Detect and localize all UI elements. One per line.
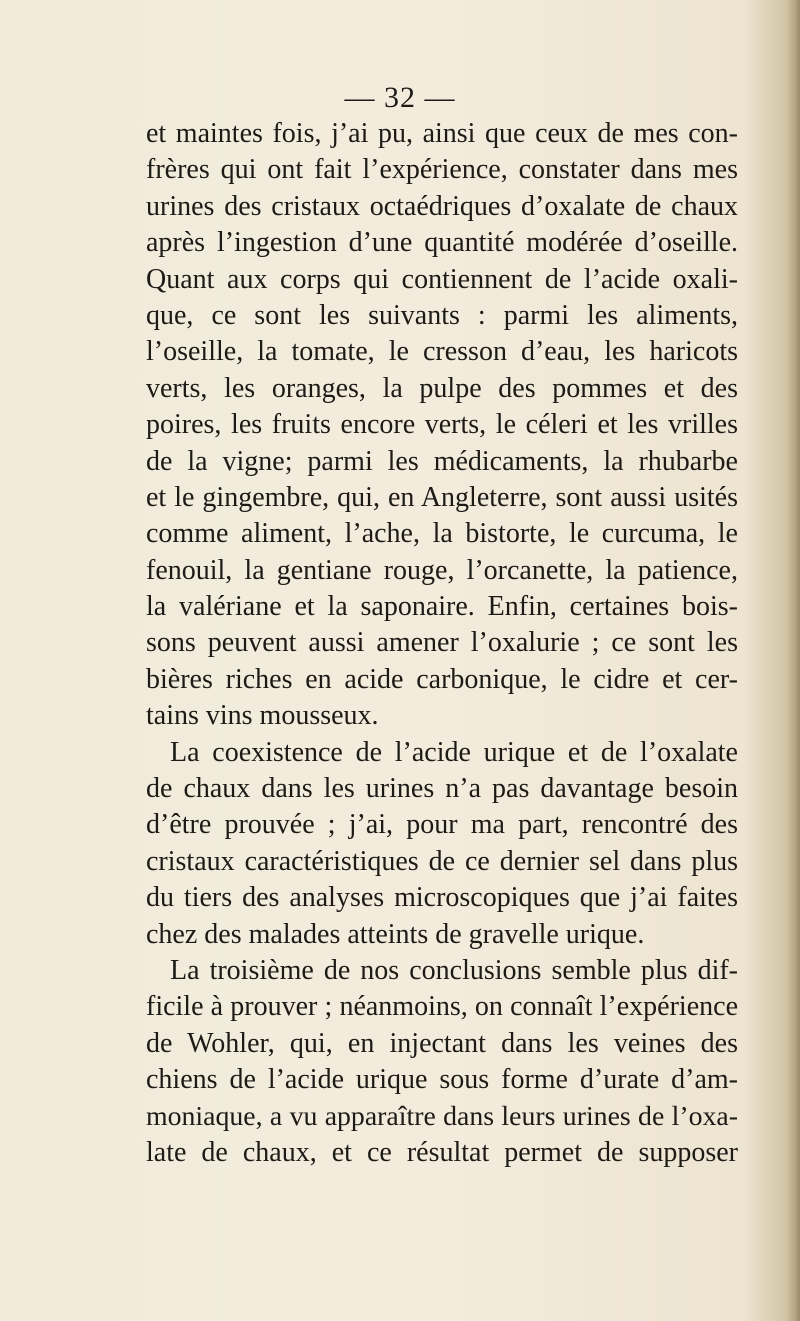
- text-line: late de chaux, et ce résultat permet de supposer: [146, 1136, 738, 1168]
- text-line: que, ce sont les suivants : parmi les aliments,: [146, 299, 738, 331]
- page-number: — 32 —: [344, 81, 456, 114]
- text-line: moniaque, a vu apparaître dans leurs urines de l’oxa-: [146, 1100, 738, 1132]
- text-line: et maintes fois, j’ai pu, ainsi que ceux de mes con-: [146, 118, 738, 149]
- text-line: frères qui ont fait l’expérience, constater dans mes: [146, 154, 738, 186]
- text-line: poires, les fruits encore verts, le céleri et les vrilles: [146, 409, 738, 441]
- text-line: de chaux dans les urines n’a pas davantage besoin: [146, 773, 738, 805]
- text-line: de la vigne; parmi les médicaments, la rhubarbe: [146, 445, 738, 477]
- text-line: urines des cristaux octaédriques d’oxalate de chaux: [146, 190, 738, 222]
- text-line: cristaux caractéristiques de ce dernier sel dans plus: [146, 845, 738, 877]
- text-line: bières riches en acide carbonique, le cidre et cer-: [146, 663, 738, 695]
- body-text: [146, 116, 738, 1171]
- text-line: chiens de l’acide urique sous forme d’urate d’am-: [146, 1064, 738, 1096]
- text-line: Quant aux corps qui contiennent de l’acide oxali-: [146, 263, 738, 295]
- text-line: comme aliment, l’ache, la bistorte, le curcuma, le: [146, 518, 738, 550]
- page-edge-shadow: [786, 0, 800, 1321]
- text-line: La troisième de nos conclusions semble plus dif-: [170, 954, 738, 986]
- text-line: tains vins mousseux.: [146, 700, 379, 732]
- text-line: ficile à prouver ; néanmoins, on connaît l’expérience: [146, 991, 738, 1023]
- text-line: l’oseille, la tomate, le cresson d’eau, les haricots: [146, 336, 738, 368]
- text-line: La coexistence de l’acide urique et de l’oxalate: [170, 736, 738, 768]
- text-line: du tiers des analyses microscopiques que j’ai faites: [146, 882, 738, 914]
- text-line: la valériane et la saponaire. Enfin, certaines bois-: [146, 591, 738, 623]
- text-line: verts, les oranges, la pulpe des pommes et des: [146, 372, 738, 404]
- text-line: et le gingembre, qui, en Angleterre, sont aussi usités: [146, 481, 738, 513]
- text-line: sons peuvent aussi amener l’oxalurie ; ce sont les: [146, 627, 738, 659]
- text-line: chez des malades atteints de gravelle urique.: [146, 918, 645, 950]
- text-line: de Wohler, qui, en injectant dans les veines des: [146, 1027, 738, 1059]
- text-line: fenouil, la gentiane rouge, l’orcanette, la patience,: [146, 554, 738, 586]
- text-line: d’être prouvée ; j’ai, pour ma part, rencontré des: [146, 809, 738, 841]
- text-line: après l’ingestion d’une quantité modérée d’oseille.: [146, 227, 738, 259]
